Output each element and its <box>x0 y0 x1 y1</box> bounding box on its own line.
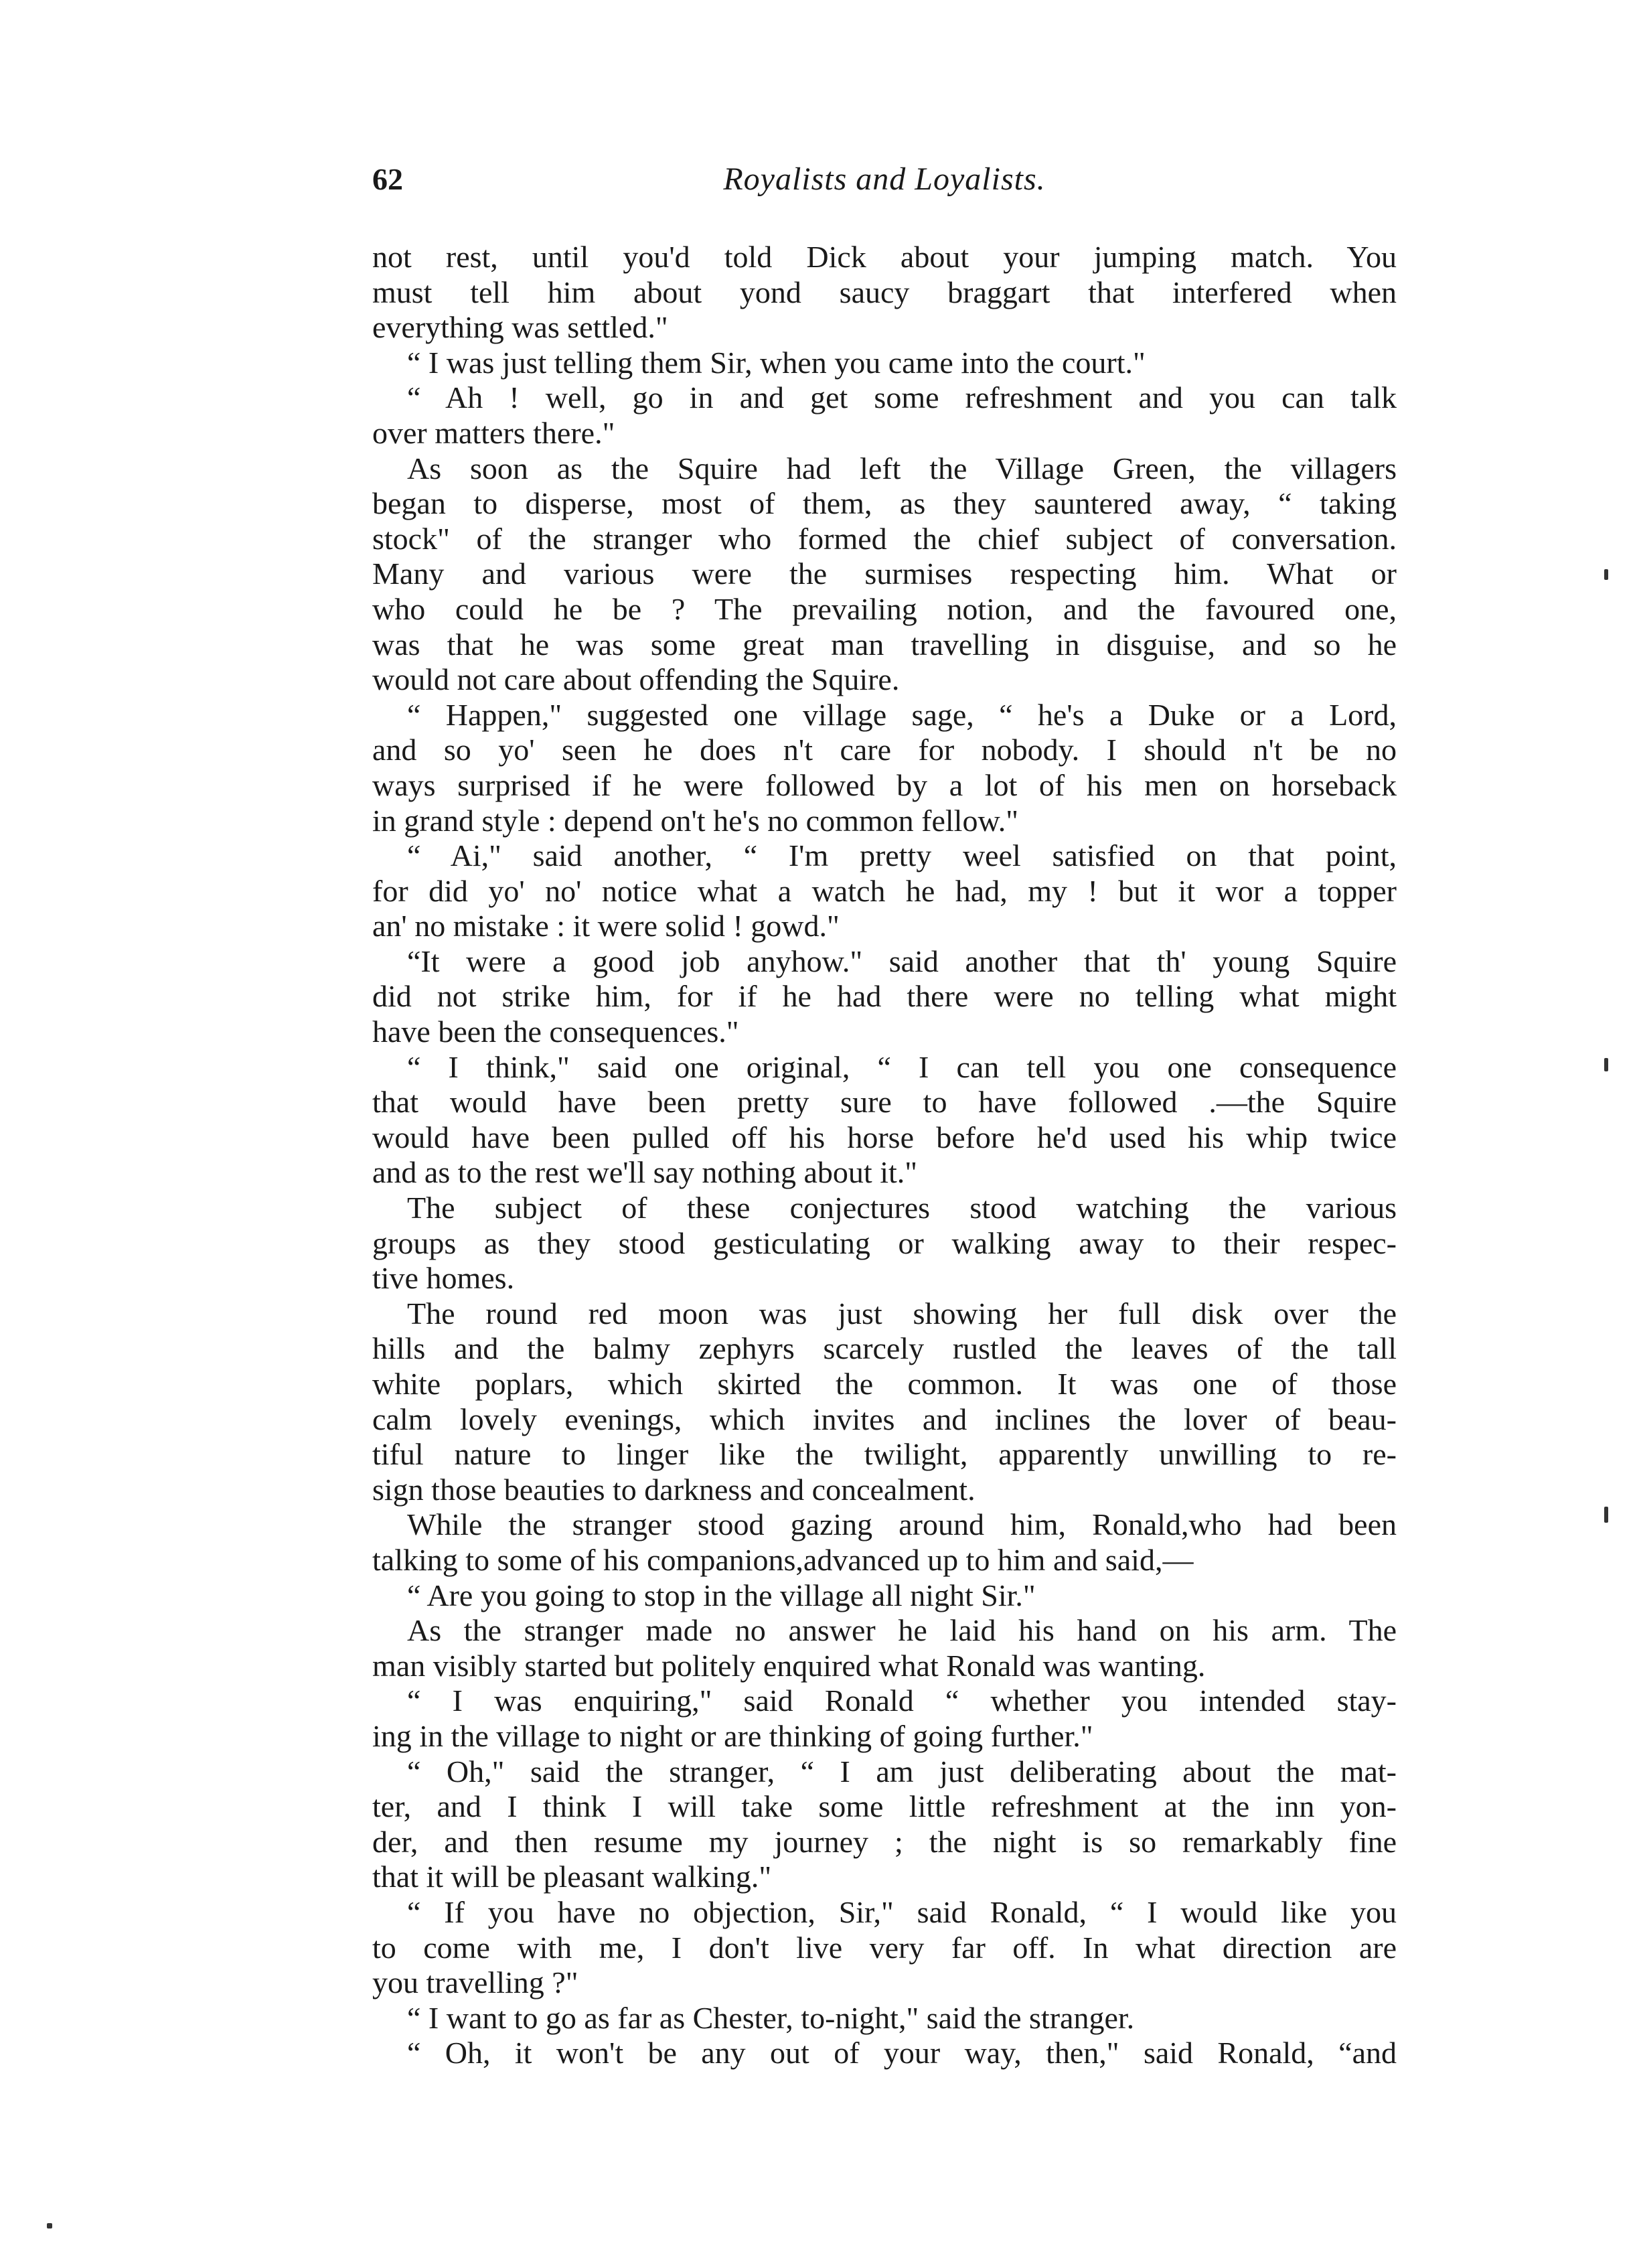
text-line: for did yo' no' notice what a watch he had, my ! but it wor a topper <box>372 873 1397 908</box>
text-line: “It were a good job anyhow." said another that th' young Squire <box>407 943 1397 978</box>
text-line: began to disperse, most of them, as they sauntered away, “ taking <box>372 486 1397 521</box>
text-line: ways surprised if he were followed by a lot of his men on horseback <box>372 767 1397 802</box>
text-line: that would have been pretty sure to have followed .—the Squire <box>372 1085 1397 1120</box>
page-header <box>372 159 1397 206</box>
text-line: stock" of the stranger who formed the chief subject of conversation. <box>372 521 1397 556</box>
text-line: The subject of these conjectures stood watching the various <box>407 1191 1397 1225</box>
text-line: that it will be pleasant walking." <box>372 1860 772 1894</box>
text-line: calm lovely evenings, which invites and inclines the lover of beau- <box>372 1402 1397 1436</box>
margin-mark <box>47 2223 52 2228</box>
margin-mark <box>1604 1058 1608 1071</box>
text-line: and as to the rest we'll say nothing about it." <box>372 1155 918 1190</box>
text-line: did not strike him, for if he had there were no telling what might <box>372 979 1397 1014</box>
running-title: Royalists and Loyalists. <box>723 161 1046 197</box>
text-line: you travelling ?" <box>372 1965 578 2000</box>
text-line: to come with me, I don't live very far off. In what direction are <box>372 1930 1397 1965</box>
text-line: ter, and I think I will take some little refreshment at the inn yon- <box>372 1789 1397 1824</box>
text-line: “ Oh, it won't be any out of your way, then," said Ronald, “and <box>407 2036 1397 2070</box>
text-line: As the stranger made no answer he laid his hand on his arm. The <box>407 1613 1397 1648</box>
text-line: While the stranger stood gazing around him, Ronald,who had been <box>407 1507 1397 1542</box>
text-line: Many and various were the surmises respecting him. What or <box>372 556 1397 591</box>
text-line: in grand style : depend on't he's no common fellow." <box>372 803 1018 838</box>
text-line: groups as they stood gesticulating or walking away to their respec- <box>372 1225 1397 1260</box>
text-line: have been the consequences." <box>372 1014 739 1049</box>
text-line: an' no mistake : it were solid ! gowd." <box>372 909 840 943</box>
text-line: not rest, until you'd told Dick about your jumping match. You <box>372 240 1397 274</box>
text-line: white poplars, which skirted the common. It was one of those <box>372 1367 1397 1401</box>
text-line: must tell him about yond saucy braggart that interfered when <box>372 275 1397 309</box>
margin-mark <box>1604 1507 1608 1523</box>
text-line: “ If you have no objection, Sir," said Ronald, “ I would like you <box>407 1894 1397 1929</box>
text-line: tive homes. <box>372 1261 515 1296</box>
text-line: hills and the balmy zephyrs scarcely rustled the leaves of the tall <box>372 1331 1397 1366</box>
text-line: would not care about offending the Squire. <box>372 662 900 697</box>
text-line: ing in the village to night or are thinking of going further." <box>372 1718 1093 1753</box>
text-line: who could he be ? The prevailing notion, and the favoured one, <box>372 591 1397 626</box>
text-line: man visibly started but politely enquired what Ronald was wanting. <box>372 1648 1206 1683</box>
text-line: would have been pulled off his horse before he'd used his whip twice <box>372 1120 1397 1154</box>
body-text <box>372 240 1397 2071</box>
text-line: “ I was enquiring," said Ronald “ whether you intended stay- <box>407 1683 1397 1718</box>
margin-mark <box>1604 569 1608 580</box>
text-line: tiful nature to linger like the twilight, apparently unwilling to re- <box>372 1437 1397 1472</box>
text-line: der, and then resume my journey ; the night is so remarkably fine <box>372 1824 1397 1859</box>
text-line: and so yo' seen he does n't care for nobody. I should n't be no <box>372 733 1397 767</box>
text-line: sign those beauties to darkness and concealment. <box>372 1472 976 1507</box>
page-number: 62 <box>372 162 403 196</box>
text-line: As soon as the Squire had left the Village Green, the villagers <box>407 451 1397 485</box>
text-line: “ Are you going to stop in the village all night Sir." <box>407 1578 1036 1612</box>
text-line: “ I was just telling them Sir, when you came into the court." <box>407 345 1146 380</box>
text-line: The round red moon was just showing her full disk over the <box>407 1296 1397 1331</box>
text-line: talking to some of his companions,advanced up to him and said,— <box>372 1542 1194 1577</box>
text-line: was that he was some great man travelling in disguise, and so he <box>372 627 1397 662</box>
text-line: “ I think," said one original, “ I can tell you one consequence <box>407 1049 1397 1084</box>
text-line: “ Happen," suggested one village sage, “ he's a Duke or a Lord, <box>407 697 1397 732</box>
text-line: over matters there." <box>372 415 615 450</box>
text-line: “ Ah ! well, go in and get some refreshment and you can talk <box>407 380 1397 415</box>
text-line: “ Oh," said the stranger, “ I am just deliberating about the mat- <box>407 1754 1397 1789</box>
text-line: everything was settled." <box>372 310 668 345</box>
text-line: “ I want to go as far as Chester, to-night," said the stranger. <box>407 2000 1135 2035</box>
text-line: “ Ai," said another, “ I'm pretty weel satisfied on that point, <box>407 838 1397 873</box>
